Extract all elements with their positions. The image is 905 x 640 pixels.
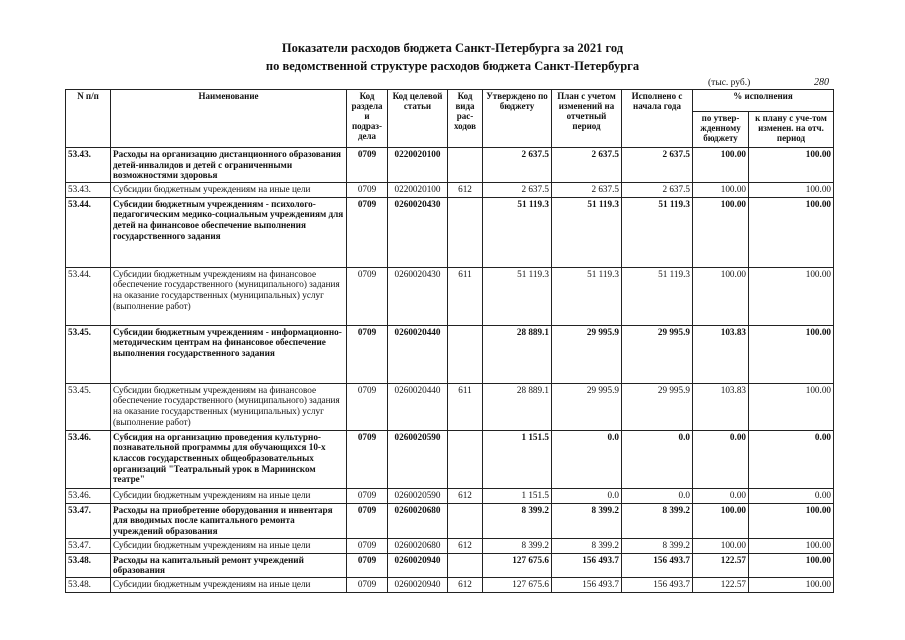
row-approved: 8 399.2 — [483, 503, 552, 538]
row-vid-code — [448, 430, 483, 488]
header-pct-plan: к плану с уче-том изменен. на отч. период — [749, 112, 834, 148]
row-plan: 8 399.2 — [552, 503, 622, 538]
row-vid-code — [448, 503, 483, 538]
row-razdel-code: 0709 — [347, 325, 388, 383]
table-row — [66, 148, 834, 183]
header-name: Наименование — [111, 90, 347, 148]
header-statya: Код целевой статьи — [388, 90, 448, 148]
row-approved: 28 889.1 — [483, 325, 552, 383]
table-row — [66, 538, 834, 553]
row-name: Субсидии бюджетным учреждениям на иные цели — [111, 577, 347, 592]
row-statya-code: 0260020430 — [388, 197, 448, 267]
header-isp: Исполнено с начала года — [622, 90, 693, 148]
row-vid-code — [448, 325, 483, 383]
table-row — [66, 182, 834, 197]
row-executed: 8 399.2 — [622, 503, 693, 538]
row-executed: 0.0 — [622, 430, 693, 488]
row-pct-approved: 100.00 — [693, 197, 749, 267]
row-pct-approved: 100.00 — [693, 538, 749, 553]
row-executed: 156 493.7 — [622, 553, 693, 577]
row-executed: 29 995.9 — [622, 383, 693, 430]
row-pct-plan: 0.00 — [749, 430, 834, 488]
row-statya-code: 0220020100 — [388, 148, 448, 183]
row-name: Субсидии бюджетным учреждениям на иные цели — [111, 538, 347, 553]
row-razdel-code: 0709 — [347, 503, 388, 538]
row-vid-code: 612 — [448, 577, 483, 592]
row-pct-plan: 100.00 — [749, 325, 834, 383]
table-row — [66, 197, 834, 267]
row-pct-approved: 122.57 — [693, 577, 749, 592]
row-approved: 1 151.5 — [483, 488, 552, 503]
row-number: 53.43. — [66, 182, 111, 197]
report-subtitle: по ведомственной структуре расходов бюджета Санкт-Петербурга — [265, 59, 640, 73]
row-statya-code: 0260020440 — [388, 325, 448, 383]
row-number: 53.46. — [66, 430, 111, 488]
row-number: 53.46. — [66, 488, 111, 503]
row-number: 53.45. — [66, 325, 111, 383]
row-name: Расходы на организацию дистанционного образования детей-инвалидов и детей с ограниченными возможностями здоровья — [111, 148, 347, 183]
row-statya-code: 0260020430 — [388, 267, 448, 325]
row-pct-approved: 100.00 — [693, 503, 749, 538]
row-pct-approved: 122.57 — [693, 553, 749, 577]
row-pct-approved: 100.00 — [693, 182, 749, 197]
header-pct: % исполнения — [693, 90, 834, 112]
row-statya-code: 0260020940 — [388, 553, 448, 577]
row-plan: 0.0 — [552, 488, 622, 503]
row-vid-code: 611 — [448, 267, 483, 325]
row-approved: 127 675.6 — [483, 553, 552, 577]
row-pct-approved: 103.83 — [693, 383, 749, 430]
table-row — [66, 325, 834, 383]
row-pct-plan: 100.00 — [749, 383, 834, 430]
row-number: 53.44. — [66, 197, 111, 267]
row-vid-code — [448, 553, 483, 577]
row-plan: 156 493.7 — [552, 577, 622, 592]
row-statya-code: 0260020940 — [388, 577, 448, 592]
row-executed: 156 493.7 — [622, 577, 693, 592]
row-pct-approved: 0.00 — [693, 430, 749, 488]
row-razdel-code: 0709 — [347, 430, 388, 488]
row-plan: 51 119.3 — [552, 197, 622, 267]
row-vid-code: 612 — [448, 488, 483, 503]
row-number: 53.48. — [66, 553, 111, 577]
header-utv: Утверждено по бюджету — [483, 90, 552, 148]
row-approved: 51 119.3 — [483, 197, 552, 267]
row-statya-code: 0260020590 — [388, 488, 448, 503]
row-vid-code — [448, 197, 483, 267]
row-name: Субсидии бюджетным учреждениям - психолого-педагогическим медико-социальным учреждениям для детей на финансовое обеспечение выполнения государственного задания — [111, 197, 347, 267]
row-statya-code: 0260020680 — [388, 503, 448, 538]
expense-table — [65, 89, 834, 593]
row-name: Субсидии бюджетным учреждениям на иные цели — [111, 182, 347, 197]
report-title: Показатели расходов бюджета Санкт-Петербурга за 2021 год — [281, 41, 624, 55]
table-row — [66, 430, 834, 488]
row-approved: 8 399.2 — [483, 538, 552, 553]
row-pct-approved: 0.00 — [693, 488, 749, 503]
row-name: Расходы на приобретение оборудования и инвентаря для вводимых после капитального ремонта учреждений образования — [111, 503, 347, 538]
row-vid-code — [448, 148, 483, 183]
header-razdel: Код раздела и подраз-дела — [347, 90, 388, 148]
row-approved: 51 119.3 — [483, 267, 552, 325]
row-pct-plan: 100.00 — [749, 503, 834, 538]
row-pct-plan: 100.00 — [749, 538, 834, 553]
row-plan: 29 995.9 — [552, 383, 622, 430]
row-pct-plan: 100.00 — [749, 577, 834, 592]
row-plan: 2 637.5 — [552, 148, 622, 183]
row-statya-code: 0260020440 — [388, 383, 448, 430]
page-number: 280 — [814, 77, 829, 88]
row-plan: 156 493.7 — [552, 553, 622, 577]
row-number: 53.43. — [66, 148, 111, 183]
row-plan: 8 399.2 — [552, 538, 622, 553]
row-plan: 0.0 — [552, 430, 622, 488]
row-executed: 51 119.3 — [622, 267, 693, 325]
row-statya-code: 0220020100 — [388, 182, 448, 197]
header-n: N п/п — [66, 90, 111, 148]
row-statya-code: 0260020590 — [388, 430, 448, 488]
row-statya-code: 0260020680 — [388, 538, 448, 553]
row-pct-approved: 100.00 — [693, 148, 749, 183]
row-name: Субсидия на организацию проведения культурно-познавательной программы для обучающихся 10-х классов государственных общеобразовательных организаций "Театральный урок в Мариинском театре" — [111, 430, 347, 488]
row-executed: 8 399.2 — [622, 538, 693, 553]
row-pct-plan: 0.00 — [749, 488, 834, 503]
row-plan: 29 995.9 — [552, 325, 622, 383]
row-razdel-code: 0709 — [347, 553, 388, 577]
row-executed: 0.0 — [622, 488, 693, 503]
units-label: (тыс. руб.) — [708, 78, 751, 88]
row-name: Субсидии бюджетным учреждениям на иные цели — [111, 488, 347, 503]
row-approved: 28 889.1 — [483, 383, 552, 430]
row-name: Субсидии бюджетным учреждениям - информационно-методическим центрам на финансовое обеспечение выполнения государственного задания — [111, 325, 347, 383]
row-number: 53.45. — [66, 383, 111, 430]
row-vid-code: 611 — [448, 383, 483, 430]
row-executed: 2 637.5 — [622, 182, 693, 197]
row-number: 53.48. — [66, 577, 111, 592]
row-number: 53.44. — [66, 267, 111, 325]
row-vid-code: 612 — [448, 182, 483, 197]
row-name: Субсидии бюджетным учреждениям на финансовое обеспечение государственного (муниципального) задания на оказание государственных (муниципальных) услуг (выполнение работ) — [111, 383, 347, 430]
row-razdel-code: 0709 — [347, 148, 388, 183]
table-row — [66, 383, 834, 430]
row-razdel-code: 0709 — [347, 182, 388, 197]
row-pct-plan: 100.00 — [749, 553, 834, 577]
header-vid: Код вида рас-ходов — [448, 90, 483, 148]
row-vid-code: 612 — [448, 538, 483, 553]
row-name: Расходы на капитальный ремонт учреждений образования — [111, 553, 347, 577]
header-plan: План с учетом изменений на отчетный период — [552, 90, 622, 148]
row-razdel-code: 0709 — [347, 577, 388, 592]
row-plan: 2 637.5 — [552, 182, 622, 197]
row-approved: 2 637.5 — [483, 182, 552, 197]
row-razdel-code: 0709 — [347, 197, 388, 267]
table-row — [66, 488, 834, 503]
row-executed: 51 119.3 — [622, 197, 693, 267]
row-plan: 51 119.3 — [552, 267, 622, 325]
row-pct-plan: 100.00 — [749, 267, 834, 325]
row-executed: 2 637.5 — [622, 148, 693, 183]
row-razdel-code: 0709 — [347, 267, 388, 325]
table-row — [66, 267, 834, 325]
row-razdel-code: 0709 — [347, 488, 388, 503]
table-row — [66, 503, 834, 538]
row-executed: 29 995.9 — [622, 325, 693, 383]
row-pct-plan: 100.00 — [749, 197, 834, 267]
row-name: Субсидии бюджетным учреждениям на финансовое обеспечение государственного (муниципального) задания на оказание государственных (муниципальных) услуг (выполнение работ) — [111, 267, 347, 325]
table-row — [66, 577, 834, 592]
row-pct-approved: 103.83 — [693, 325, 749, 383]
row-number: 53.47. — [66, 538, 111, 553]
row-razdel-code: 0709 — [347, 538, 388, 553]
row-pct-plan: 100.00 — [749, 182, 834, 197]
row-pct-plan: 100.00 — [749, 148, 834, 183]
row-approved: 2 637.5 — [483, 148, 552, 183]
row-approved: 127 675.6 — [483, 577, 552, 592]
row-pct-approved: 100.00 — [693, 267, 749, 325]
row-number: 53.47. — [66, 503, 111, 538]
header-pct-utv: по утвер-жденному бюджету — [693, 112, 749, 148]
row-approved: 1 151.5 — [483, 430, 552, 488]
table-row — [66, 553, 834, 577]
row-razdel-code: 0709 — [347, 383, 388, 430]
